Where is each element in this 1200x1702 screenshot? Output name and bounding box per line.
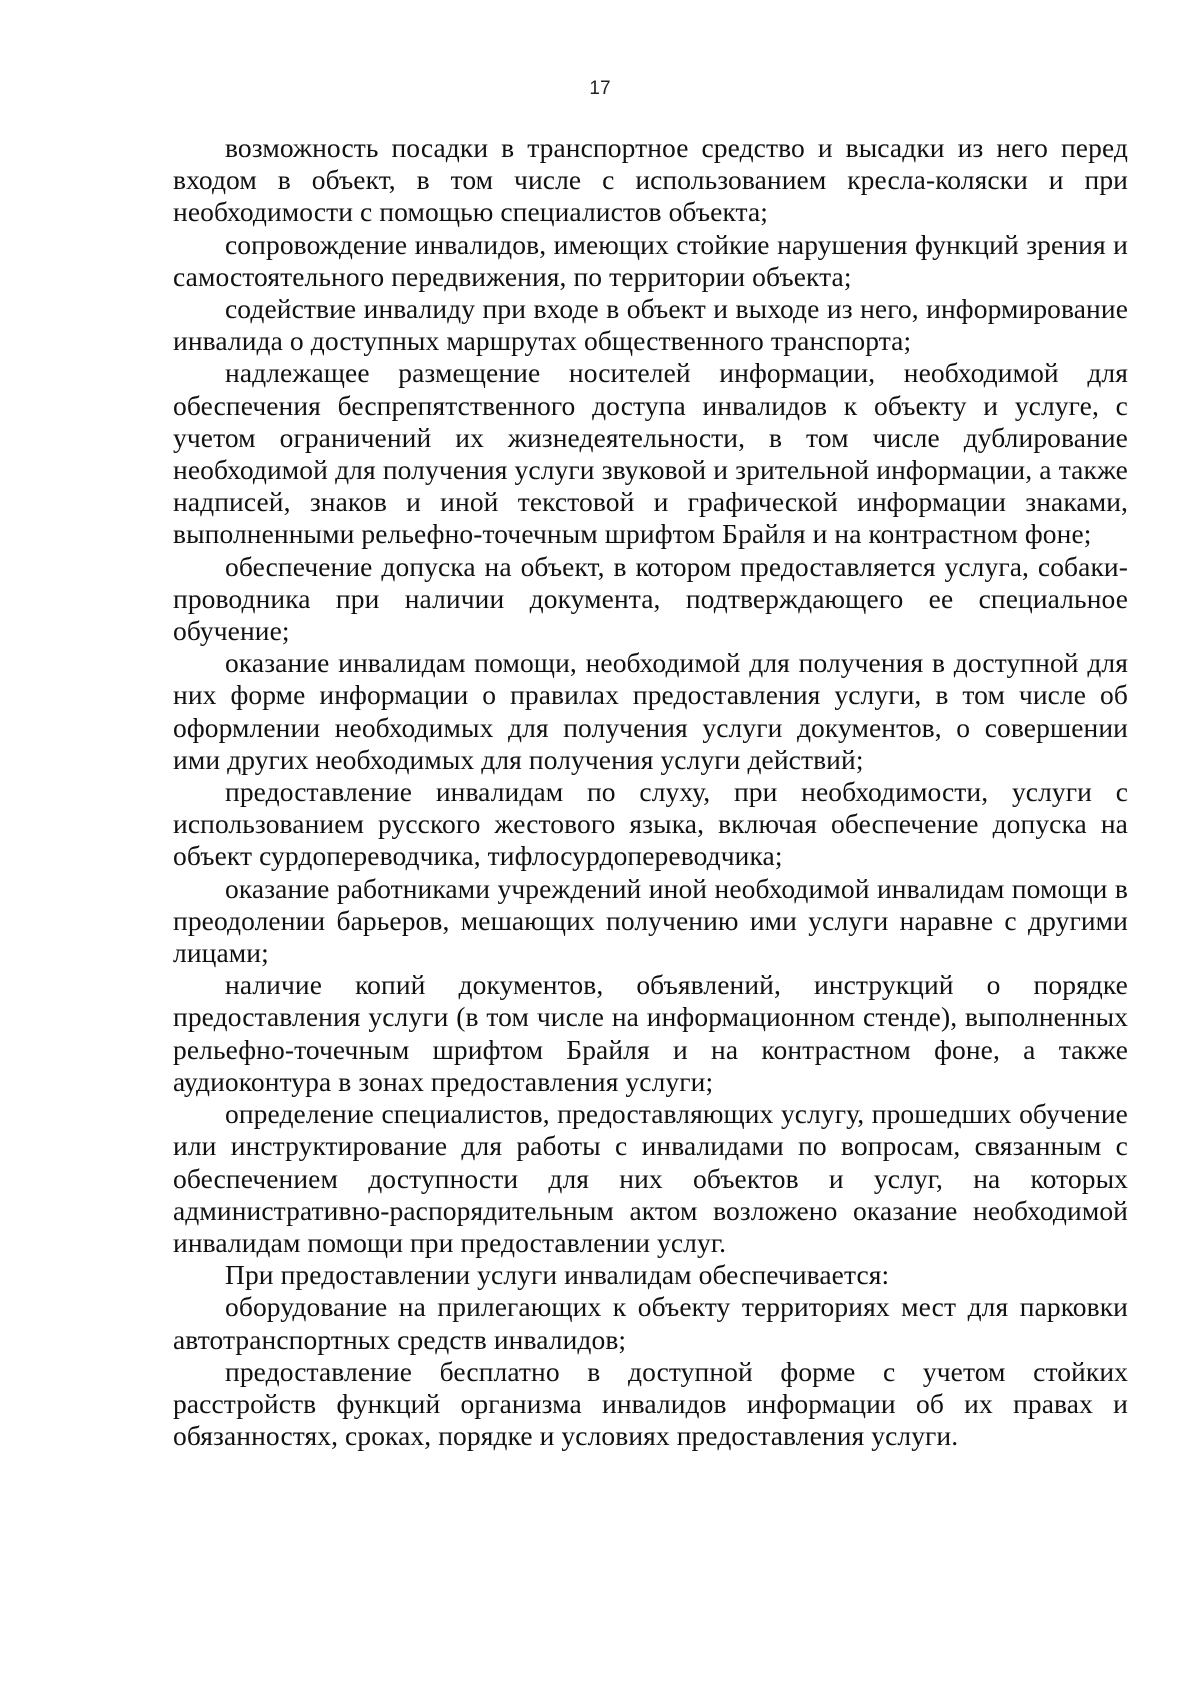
paragraph-entry-assistance: содействие инвалиду при входе в объект и выходе из него, информирование инвалида о доступных маршрутах общественного транспорта;	[173, 293, 1128, 357]
paragraph-information-help: оказание инвалидам помощи, необходимой для получения в доступной для них форме информации о правилах предоставления услуги, в том числе об оформлении необходимых для получения услуги документов, о совершении ими других необходимых для получения услуги действий;	[173, 647, 1128, 775]
paragraph-parking: оборудование на прилегающих к объекту территориях мест для парковки автотранспортных средств инвалидов;	[173, 1291, 1128, 1355]
paragraph-escort-visually-impaired: сопровождение инвалидов, имеющих стойкие нарушения функций зрения и самостоятельного передвижения, по территории объекта;	[173, 228, 1128, 292]
page-number: 17	[589, 78, 611, 99]
document-body	[173, 132, 1128, 1452]
paragraph-guide-dog-access: обеспечение допуска на объект, в котором предоставляется услуга, собаки-проводника при наличии документа, подтверждающего ее специальное обучение;	[173, 550, 1128, 647]
paragraph-barrier-help: оказание работниками учреждений иной необходимой инвалидам помощи в преодолении барьеров, мешающих получению ими услуги наравне с другими лицами;	[173, 872, 1128, 969]
paragraph-information-placement: надлежащее размещение носителей информации, необходимой для обеспечения беспрепятственного доступа инвалидов к объекту и услуге, с учетом ограничений их жизнедеятельности, в том числе дублирование необходимой для получения услуги звуковой и зрительной информации, а также надписей, знаков и иной текстовой и графической информации знаками, выполненными рельефно-точечным шрифтом Брайля и на контрастном фоне;	[173, 357, 1128, 550]
paragraph-trained-specialists: определение специалистов, предоставляющих услугу, прошедших обучение или инструктирование для работы с инвалидами по вопросам, связанным с обеспечением доступности для них объектов и услуг, на которых административно-распорядительным актом возложено оказание необходимой инвалидам помощи при предоставлении услуг.	[173, 1098, 1128, 1258]
paragraph-boarding-assistance: возможность посадки в транспортное средство и высадки из него перед входом в объект, в том числе с использованием кресла-коляски и при необходимости с помощью специалистов объекта;	[173, 132, 1128, 228]
paragraph-free-information: предоставление бесплатно в доступной форме с учетом стойких расстройств функций организма инвалидов информации об их правах и обязанностях, сроках, порядке и условиях предоставления услуги.	[173, 1355, 1128, 1452]
paragraph-sign-language: предоставление инвалидам по слуху, при необходимости, услуги с использованием русского жестового языка, включая обеспечение допуска на объект сурдопереводчика, тифлосурдопереводчика;	[173, 776, 1128, 872]
paragraph-braille-documents: наличие копий документов, объявлений, инструкций о порядке предоставления услуги (в том числе на информационном стенде), выполненных рельефно-точечным шрифтом Брайля и на контрастном фоне, а также аудиоконтура в зонах предоставления услуги;	[173, 969, 1128, 1097]
paragraph-service-provision-intro: При предоставлении услуги инвалидам обеспечивается:	[225, 1259, 890, 1291]
